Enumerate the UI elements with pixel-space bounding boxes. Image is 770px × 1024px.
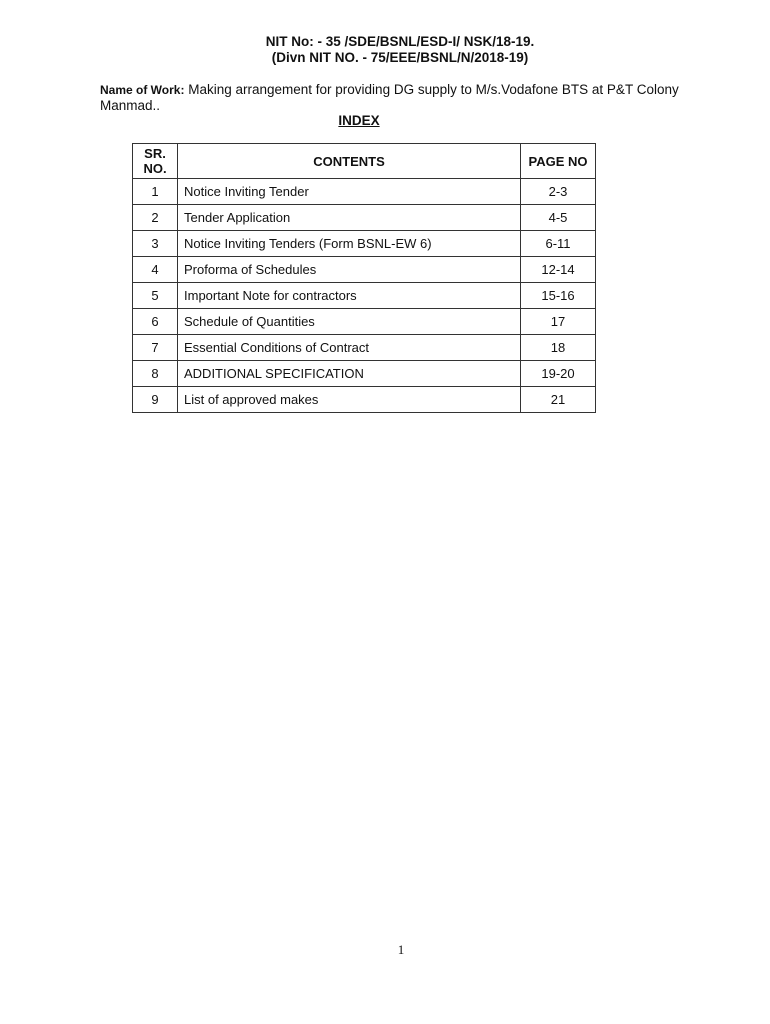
table-row: [133, 309, 596, 335]
divn-nit-line: (Divn NIT NO. - 75/EEE/BSNL/N/2018-19): [271, 50, 529, 65]
index-table: [132, 143, 596, 413]
row-sr-no: 2: [133, 205, 178, 231]
table-row: [133, 179, 596, 205]
row-content: Notice Inviting Tender: [178, 179, 521, 205]
sr-header-line1: SR.: [144, 146, 166, 161]
row-content: Essential Conditions of Contract: [178, 335, 521, 361]
row-sr-no: 3: [133, 231, 178, 257]
page-no-header: PAGE NO: [521, 144, 596, 179]
row-page-no: 21: [521, 387, 596, 413]
row-sr-no: 5: [133, 283, 178, 309]
table-row: [133, 231, 596, 257]
row-sr-no: 6: [133, 309, 178, 335]
row-sr-no: 4: [133, 257, 178, 283]
table-row: [133, 205, 596, 231]
table-row: [133, 283, 596, 309]
row-sr-no: 9: [133, 387, 178, 413]
table-row: [133, 387, 596, 413]
row-content: ADDITIONAL SPECIFICATION: [178, 361, 521, 387]
nit-header: [0, 34, 770, 66]
row-sr-no: 7: [133, 335, 178, 361]
name-of-work-text: Making arrangement for providing DG supply to M/s.Vodafone BTS at P&T Colony Manmad..: [100, 82, 679, 113]
row-page-no: 18: [521, 335, 596, 361]
row-content: Important Note for contractors: [178, 283, 521, 309]
row-content: List of approved makes: [178, 387, 521, 413]
index-title: INDEX: [338, 113, 380, 128]
row-content: Schedule of Quantities: [178, 309, 521, 335]
contents-header: CONTENTS: [178, 144, 521, 179]
nit-number-line: NIT No: - 35 /SDE/BSNL/ESD-I/ NSK/18-19.: [265, 34, 535, 49]
row-content: Proforma of Schedules: [178, 257, 521, 283]
sr-no-header: [133, 144, 178, 179]
row-sr-no: 1: [133, 179, 178, 205]
table-row: [133, 335, 596, 361]
row-page-no: 2-3: [521, 179, 596, 205]
row-page-no: 4-5: [521, 205, 596, 231]
row-content: Tender Application: [178, 205, 521, 231]
row-page-no: 15-16: [521, 283, 596, 309]
row-page-no: 19-20: [521, 361, 596, 387]
sr-header-line2: NO.: [143, 161, 167, 176]
row-page-no: 17: [521, 309, 596, 335]
index-table-body: [133, 179, 596, 413]
row-sr-no: 8: [133, 361, 178, 387]
name-of-work-label: Name of Work:: [100, 83, 185, 97]
page-number: 1: [397, 942, 405, 957]
name-of-work: [100, 82, 680, 114]
row-content: Notice Inviting Tenders (Form BSNL-EW 6): [178, 231, 521, 257]
row-page-no: 12-14: [521, 257, 596, 283]
index-table-header-row: [133, 144, 596, 179]
table-row: [133, 361, 596, 387]
row-page-no: 6-11: [521, 231, 596, 257]
table-row: [133, 257, 596, 283]
